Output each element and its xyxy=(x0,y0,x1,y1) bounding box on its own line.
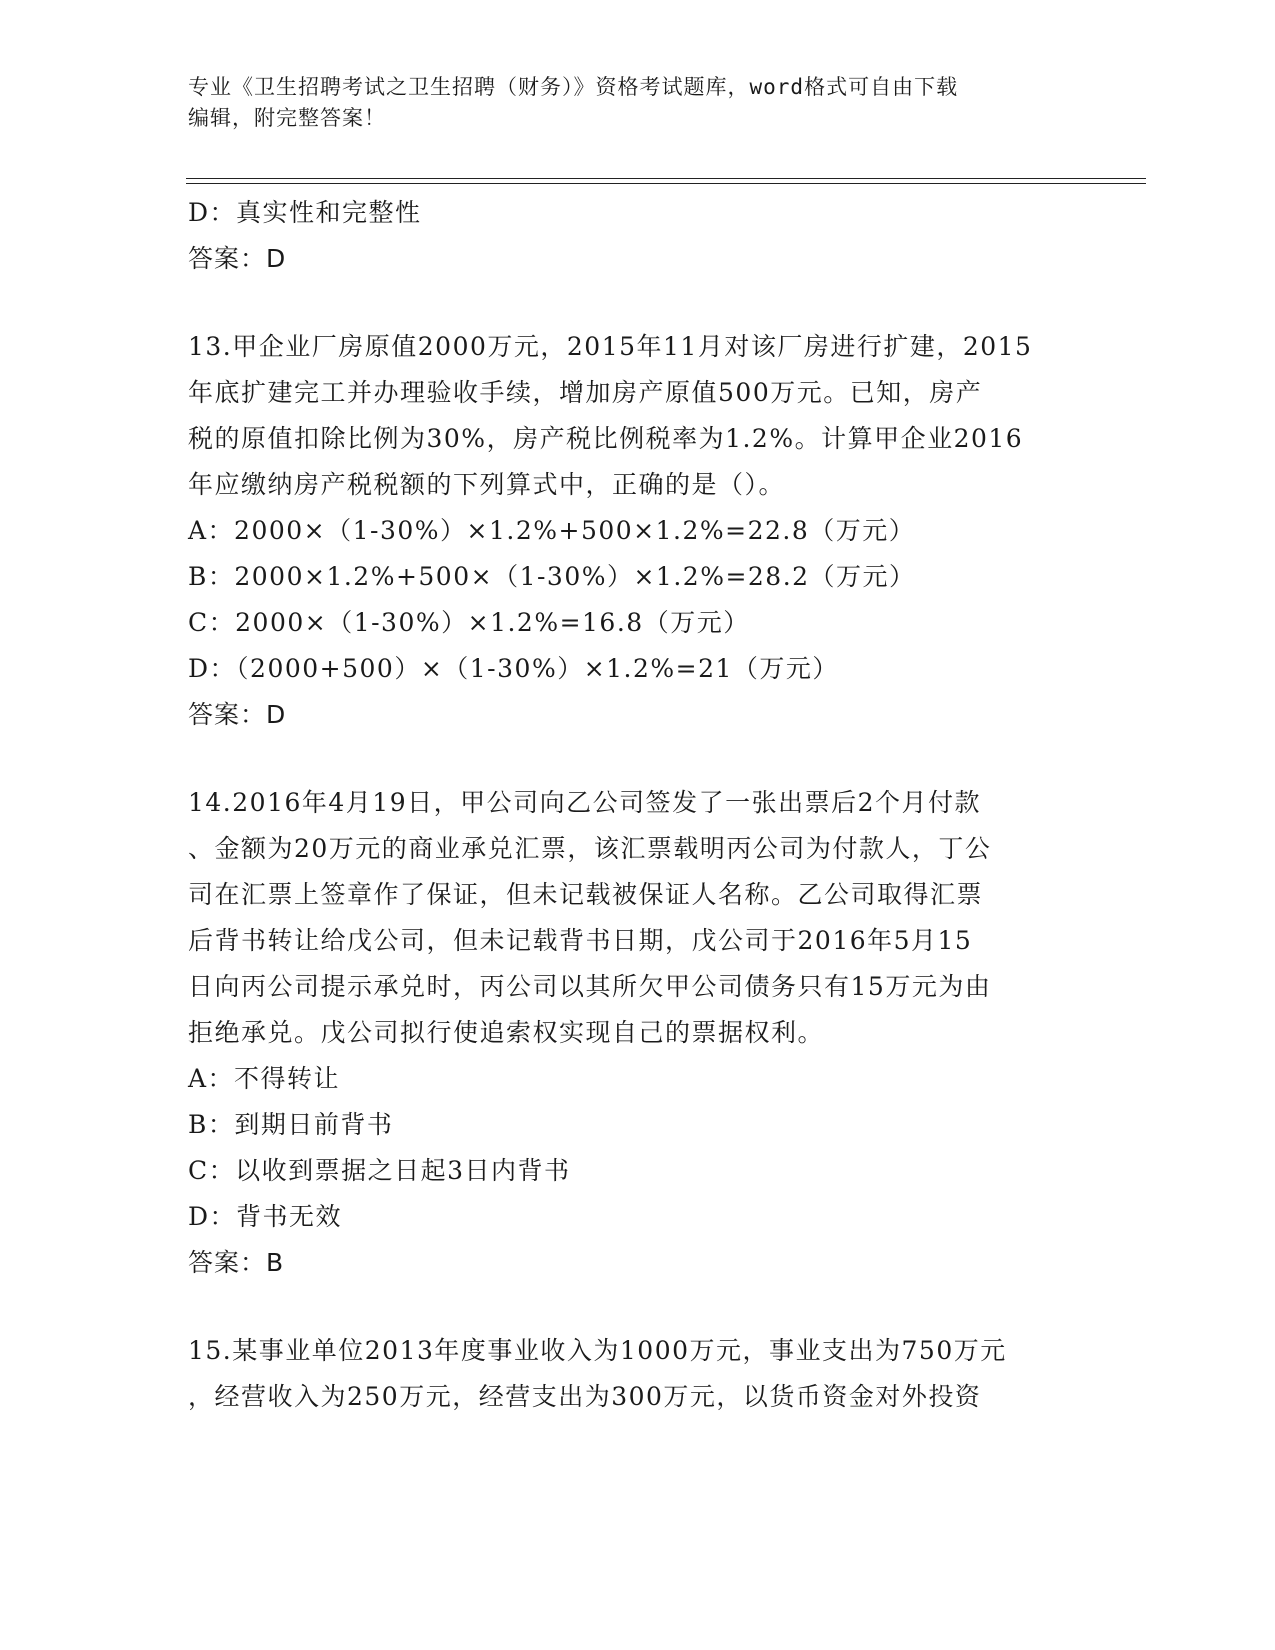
question-14-line: 日向丙公司提示承兑时，丙公司以其所欠甲公司债务只有15万元为由 xyxy=(188,972,992,1001)
question-13-option-a: A：2000×（1-30%）×1.2%+500×1.2%=22.8（万元） xyxy=(188,516,916,545)
spacer xyxy=(188,1286,1088,1328)
header-line-2: 编辑，附完整答案！ xyxy=(188,106,386,130)
question-14-line: 、金额为20万元的商业承兑汇票，该汇票载明丙公司为付款人，丁公 xyxy=(188,834,992,863)
spacer xyxy=(188,282,1088,324)
question-15-line: 15.某事业单位2013年度事业收入为1000万元，事业支出为750万元 xyxy=(188,1336,1007,1365)
question-15-line: ，经营收入为250万元，经营支出为300万元，以货币资金对外投资 xyxy=(188,1382,982,1411)
header-line-1: 专业《卫生招聘考试之卫生招聘（财务）》资格考试题库，word格式可自由下载 xyxy=(188,75,959,99)
question-13-option-d: D：（2000+500）×（1-30%）×1.2%=21（万元） xyxy=(188,654,839,683)
question-13-answer: 答案：D xyxy=(188,700,287,729)
question-13-line: 年底扩建完工并办理验收手续，增加房产原值500万元。已知，房产 xyxy=(188,378,983,407)
spacer xyxy=(188,738,1088,780)
question-14-line: 后背书转让给戊公司，但未记载背书日期，戊公司于2016年5月15 xyxy=(188,926,973,955)
question-14-option-b: B：到期日前背书 xyxy=(188,1110,394,1139)
question-14-line: 拒绝承兑。戊公司拟行使追索权实现自己的票据权利。 xyxy=(188,1018,825,1047)
document-body xyxy=(188,190,1088,1420)
question-13-option-b: B：2000×1.2%+500×（1-30%）×1.2%=28.2（万元） xyxy=(188,562,916,591)
question-13-line: 13.甲企业厂房原值2000万元，2015年11月对该厂房进行扩建，2015 xyxy=(188,332,1033,361)
question-14-stem xyxy=(188,780,1088,1056)
question-13-option-c: C：2000×（1-30%）×1.2%=16.8（万元） xyxy=(188,608,750,637)
question-14-line: 司在汇票上签章作了保证，但未记载被保证人名称。乙公司取得汇票 xyxy=(188,880,984,909)
question-14-answer: 答案：B xyxy=(188,1248,285,1277)
question-14-line: 14.2016年4月19日，甲公司向乙公司签发了一张出票后2个月付款 xyxy=(188,788,982,817)
question-14-option-c: C：以收到票据之日起3日内背书 xyxy=(188,1156,571,1185)
question-13-line: 税的原值扣除比例为30%，房产税比例税率为1.2%。计算甲企业2016 xyxy=(188,424,1024,453)
prev-answer: 答案：D xyxy=(188,244,287,273)
question-13-stem xyxy=(188,324,1088,508)
document-header xyxy=(188,72,1068,134)
header-divider-top xyxy=(186,178,1146,179)
question-13-line: 年应缴纳房产税税额的下列算式中，正确的是（）。 xyxy=(188,470,786,499)
question-15-stem xyxy=(188,1328,1088,1420)
header-divider-bottom xyxy=(186,183,1146,184)
question-14-option-a: A：不得转让 xyxy=(188,1064,341,1093)
prev-option-d: D：真实性和完整性 xyxy=(188,198,422,227)
question-14-option-d: D：背书无效 xyxy=(188,1202,343,1231)
